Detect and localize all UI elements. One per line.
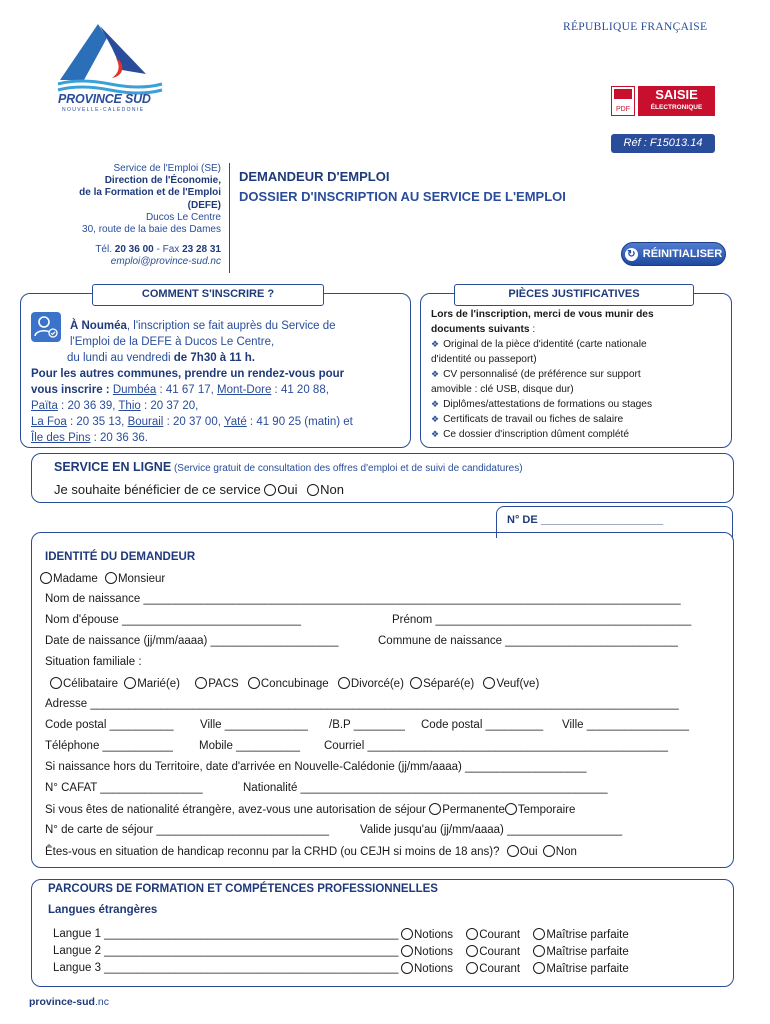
maitrise-radio[interactable] xyxy=(533,945,545,957)
notions-radio[interactable] xyxy=(401,928,413,940)
list-item: amovible : clé USB, disque dur) xyxy=(431,384,574,395)
province-sud-logo xyxy=(50,18,170,116)
service-en-ligne-title: SERVICE EN LIGNE (Service gratuit de consultation des offres d'emploi et de suivi de candidatures) xyxy=(54,460,523,474)
page-title: DEMANDEUR D'EMPLOI xyxy=(239,169,390,184)
link-dumbea[interactable]: Dumbéa xyxy=(112,384,157,396)
service-oui-radio[interactable] xyxy=(264,484,276,496)
ville-field[interactable]: Ville _____________ xyxy=(200,719,308,731)
logo-text: PROVINCE SUD xyxy=(58,92,151,106)
bullet-icon: ❖ xyxy=(431,339,440,349)
situation-familiale-label: Situation familiale : xyxy=(45,656,142,668)
link-thio[interactable]: Thio xyxy=(118,400,141,412)
nom-epouse-field[interactable]: Nom d'épouse ____________________________ xyxy=(45,614,302,626)
link-yate[interactable]: Yaté xyxy=(223,416,247,428)
electronique-label: ÉLECTRONIQUE xyxy=(650,104,703,111)
concubinage-radio[interactable] xyxy=(248,677,260,689)
handicap-question: Êtes-vous en situation de handicap reconnu par la CRHD (ou CEJH si moins de 18 ans)? Oui Non xyxy=(45,846,577,858)
autorisation-sejour-question: Si vous êtes de nationalité étrangère, avez-vous une autorisation de séjour Permanente Temporaire xyxy=(45,804,576,816)
courant-radio[interactable] xyxy=(466,945,478,957)
comment-inscrire-text: À Nouméa, l'inscription se fait auprès du Service de l'Emploi de la DEFE à Ducos Le Centre, du lundi au vendredi de 7h30 à 11 h. Pour les autres communes, prendre un rendez-vous pour vous inscrire : Dumbéa : 41 67 17, Mont-Dore : 41 20 88, Païta : 20 36 39, Thio : 20 37 20, La Foa : 20 35 13, Bourail : 20 37 00, Yaté : 41 90 25 (matin) et Île des Pins : 20 36 36. xyxy=(31,320,353,444)
maitrise-radio[interactable] xyxy=(533,928,545,940)
commune-naissance-field[interactable]: Commune de naissance ___________________________ xyxy=(378,635,678,647)
monsieur-label: Monsieur xyxy=(117,573,166,585)
langue-3-field[interactable]: Langue 3 ______________________________________________ xyxy=(53,962,399,974)
republique-francaise-label: RÉPUBLIQUE FRANÇAISE xyxy=(563,21,708,33)
nom-naissance-field[interactable]: Nom de naissance ____________________________________________________________________________________ xyxy=(45,593,681,605)
reinitialiser-label: RÉINITIALISER xyxy=(642,248,723,260)
list-item: ❖ CV personnalisé (de préférence sur support xyxy=(431,369,641,380)
pieces-list: Lors de l'inscription, merci de vous munir des documents suivants : ❖ Original de la pièce d'identité (carte nationale d'identité ou passeport) ❖ CV personnalisé (de préférence sur support amovible : clé USB, disque dur) ❖ Diplômes/attestations de formations ou stages ❖ Certificats de travail ou fiches de salaire ❖ Ce dossier d'inscription dûment complété xyxy=(431,307,721,442)
cafat-field[interactable]: N° CAFAT ________________ xyxy=(45,782,203,794)
handicap-non-radio[interactable] xyxy=(543,845,555,857)
notions-radio[interactable] xyxy=(401,962,413,974)
comment-inscrire-heading: COMMENT S'INSCRIRE ? xyxy=(92,284,324,306)
service-non-radio[interactable] xyxy=(307,484,319,496)
date-arrivee-field[interactable]: Si naissance hors du Territoire, date d'arrivée en Nouvelle-Calédonie (jj/mm/aaaa) ___________________ xyxy=(45,761,587,773)
date-naissance-field[interactable]: Date de naissance (jj/mm/aaaa) ____________________ xyxy=(45,635,339,647)
madame-label: Madame xyxy=(53,573,98,585)
mobile-field[interactable]: Mobile __________ xyxy=(199,740,301,752)
list-item: ❖ Certificats de travail ou fiches de salaire xyxy=(431,414,624,425)
ville-bp-field[interactable]: Ville ________________ xyxy=(562,719,690,731)
permanente-radio[interactable] xyxy=(429,803,441,815)
reinitialiser-button[interactable] xyxy=(621,242,726,266)
link-ile-des-pins[interactable]: Île des Pins xyxy=(31,432,91,444)
langue-1-levels: Notions Courant Maîtrise parfaite xyxy=(401,928,629,941)
reference-badge: Réf : F15013.14 xyxy=(611,134,715,153)
handicap-oui-radio[interactable] xyxy=(507,845,519,857)
refresh-icon: ↻ xyxy=(625,248,638,261)
langues-etrangeres-title: Langues étrangères xyxy=(48,904,158,916)
temporaire-radio[interactable] xyxy=(505,803,517,815)
veuf-radio[interactable] xyxy=(483,677,495,689)
service-address-block: Service de l'Emploi (SE) Direction de l'Économie, de la Formation et de l'Emploi (DEFE) Ducos Le Centre 30, route de la baie des Dames Tél. 20 36 00 - Fax 23 28 31 emploi@province-sud.nc xyxy=(20,163,221,269)
identite-title: IDENTITÉ DU DEMANDEUR xyxy=(45,551,196,563)
adresse-field[interactable]: Adresse ____________________________________________________________________________________________ xyxy=(45,698,679,710)
bullet-icon: ❖ xyxy=(431,369,440,379)
pacs-radio[interactable] xyxy=(195,677,207,689)
footer-website[interactable]: province-sud.nc xyxy=(29,996,109,1008)
carte-sejour-field[interactable]: N° de carte de séjour ___________________________ xyxy=(45,824,330,836)
notions-radio[interactable] xyxy=(401,945,413,957)
marie-radio[interactable] xyxy=(124,677,136,689)
telephone-field[interactable]: Téléphone ___________ xyxy=(45,740,173,752)
langue-2-field[interactable]: Langue 2 ______________________________________________ xyxy=(53,945,399,957)
parcours-title: PARCOURS DE FORMATION ET COMPÉTENCES PROFESSIONNELLES xyxy=(48,883,438,895)
madame-radio[interactable] xyxy=(40,572,52,584)
langue-1-field[interactable]: Langue 1 ______________________________________________ xyxy=(53,928,399,940)
separe-radio[interactable] xyxy=(410,677,422,689)
link-paita[interactable]: Païta xyxy=(31,400,58,412)
service-en-ligne-question: Je souhaite bénéficier de ce service Oui Non xyxy=(54,482,345,497)
link-la-foa[interactable]: La Foa xyxy=(31,416,67,428)
saisie-label: SAISIE xyxy=(655,87,698,102)
email-link[interactable]: emploi@province-sud.nc xyxy=(110,256,221,268)
numero-dossier-field[interactable]: N° DE ____________________ xyxy=(507,514,664,526)
prenom-field[interactable]: Prénom ________________________________________ xyxy=(392,614,692,626)
link-mont-dore[interactable]: Mont-Dore xyxy=(217,384,272,396)
logo-subtext: NOUVELLE-CALÉDONIE xyxy=(62,107,145,113)
saisie-electronique-badge xyxy=(611,86,715,116)
courriel-field[interactable]: Courriel _______________________________________________ xyxy=(324,740,669,752)
list-item: d'identité ou passeport) xyxy=(431,354,537,365)
bullet-icon: ❖ xyxy=(431,414,440,424)
list-item: ❖ Original de la pièce d'identité (carte nationale xyxy=(431,339,647,350)
bullet-icon: ❖ xyxy=(431,429,440,439)
divorce-radio[interactable] xyxy=(338,677,350,689)
list-item: ❖ Diplômes/attestations de formations ou stages xyxy=(431,399,653,410)
code-postal-bp-field[interactable]: Code postal _________ xyxy=(421,719,544,731)
list-item: ❖ Ce dossier d'inscription dûment complété xyxy=(431,429,630,440)
pdf-icon: PDF xyxy=(611,86,635,116)
langue-3-levels: Notions Courant Maîtrise parfaite xyxy=(401,962,629,975)
link-bourail[interactable]: Bourail xyxy=(127,416,164,428)
code-postal-field[interactable]: Code postal __________ xyxy=(45,719,174,731)
valide-jusquau-field[interactable]: Valide jusqu'au (jj/mm/aaaa) __________________ xyxy=(360,824,623,836)
nationalite-field[interactable]: Nationalité ________________________________________________ xyxy=(243,782,608,794)
bullet-icon: ❖ xyxy=(431,399,440,409)
courant-radio[interactable] xyxy=(466,928,478,940)
divider xyxy=(229,163,230,273)
bp-field[interactable]: /B.P ________ xyxy=(329,719,405,731)
page-subtitle: DOSSIER D'INSCRIPTION AU SERVICE DE L'EMPLOI xyxy=(239,189,566,204)
langue-2-levels: Notions Courant Maîtrise parfaite xyxy=(401,945,629,958)
situation-familiale-options: Célibataire Marié(e) PACS Concubinage Divorcé(e) Séparé(e) Veuf(ve) xyxy=(50,677,539,690)
celibataire-radio[interactable] xyxy=(50,677,62,689)
maitrise-radio[interactable] xyxy=(533,962,545,974)
courant-radio[interactable] xyxy=(466,962,478,974)
pieces-justificatives-heading: PIÈCES JUSTIFICATIVES xyxy=(454,284,694,306)
monsieur-radio[interactable] xyxy=(105,572,117,584)
